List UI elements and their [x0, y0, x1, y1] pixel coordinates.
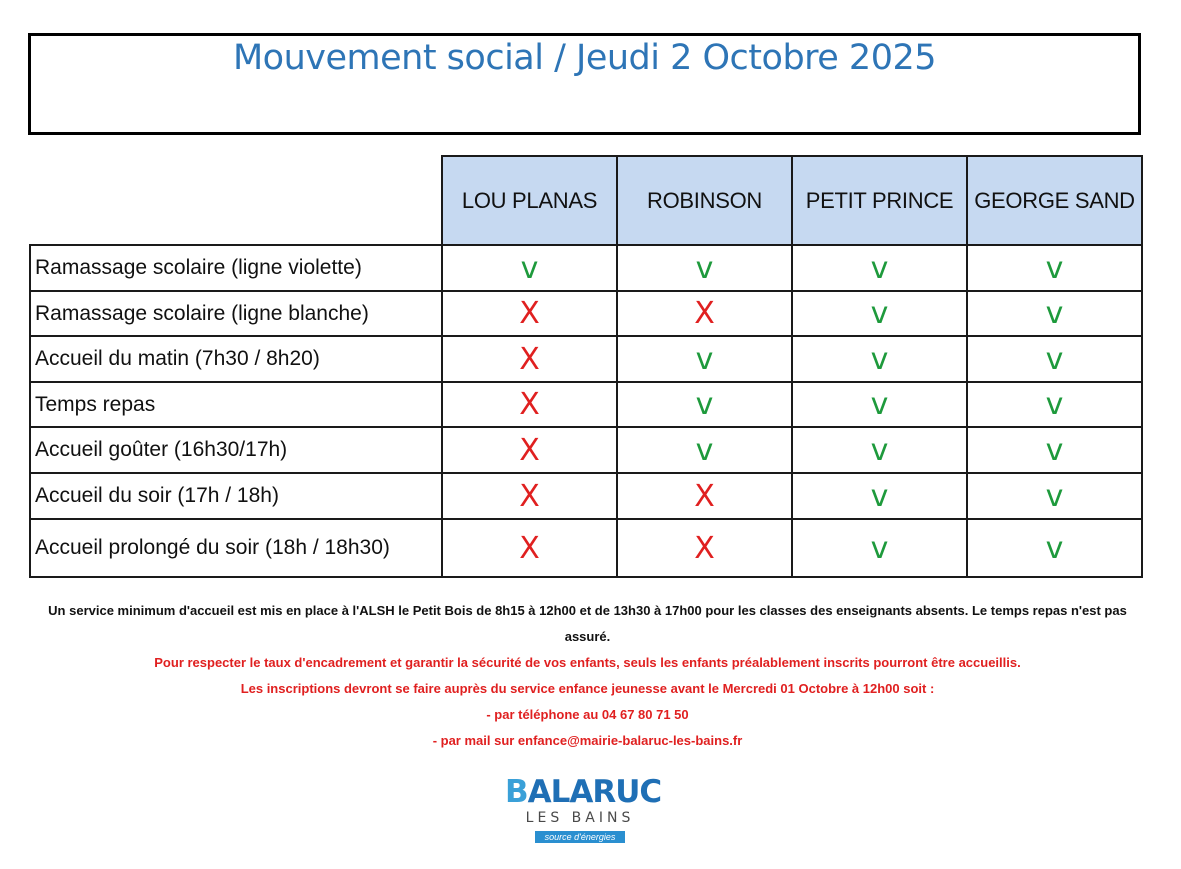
page-title: Mouvement social / Jeudi 2 Octobre 2025 — [232, 38, 937, 78]
status-mark: v — [617, 427, 792, 473]
table-row — [30, 519, 1142, 577]
table-row — [30, 336, 1142, 382]
status-mark: v — [967, 336, 1142, 382]
status-mark: v — [967, 519, 1142, 577]
row-label: Accueil prolongé du soir (18h / 18h30) — [30, 519, 442, 577]
table-row — [30, 427, 1142, 473]
phone-contact: - par téléphone au 04 67 80 71 50 — [486, 707, 689, 722]
status-mark: X — [442, 519, 617, 577]
table-row — [30, 382, 1142, 427]
table-header-row — [30, 156, 1142, 245]
status-mark: v — [967, 382, 1142, 427]
status-mark: X — [442, 473, 617, 519]
status-mark: X — [442, 336, 617, 382]
status-mark: v — [617, 382, 792, 427]
status-mark: v — [792, 427, 967, 473]
column-header: ROBINSON — [617, 156, 792, 245]
status-mark: v — [442, 245, 617, 291]
header-blank-cell — [30, 156, 442, 245]
email-contact: - par mail sur enfance@mairie-balaruc-les-bains.fr — [432, 733, 743, 748]
status-mark: v — [792, 245, 967, 291]
status-mark: v — [617, 245, 792, 291]
column-header: LOU PLANAS — [442, 156, 617, 245]
balaruc-logo — [505, 774, 662, 847]
title-box — [28, 33, 1141, 135]
row-label: Accueil du matin (7h30 / 8h20) — [30, 336, 442, 382]
status-mark: X — [617, 473, 792, 519]
status-mark: v — [617, 336, 792, 382]
logo-rest: ALARUC — [527, 774, 662, 810]
status-mark: X — [617, 291, 792, 336]
status-mark: X — [442, 382, 617, 427]
column-header: GEORGE SAND — [967, 156, 1142, 245]
table-row — [30, 291, 1142, 336]
row-label: Temps repas — [30, 382, 442, 427]
row-label: Accueil du soir (17h / 18h) — [30, 473, 442, 519]
table-row — [30, 245, 1142, 291]
table-row — [30, 473, 1142, 519]
status-mark: v — [792, 382, 967, 427]
registration-deadline: Les inscriptions devront se faire auprès du service enfance jeunesse avant le Mercredi 01 Octobre à 12h00 soit : — [240, 681, 935, 696]
registration-warning: Pour respecter le taux d'encadrement et garantir la sécurité de vos enfants, seuls les enfants préalablement inscrits pourront être accueillis. — [154, 655, 1021, 670]
column-header: PETIT PRINCE — [792, 156, 967, 245]
status-mark: X — [442, 291, 617, 336]
logo-first-letter: B — [505, 774, 528, 810]
logo-wordmark — [505, 774, 662, 810]
status-mark: X — [442, 427, 617, 473]
status-mark: v — [967, 291, 1142, 336]
service-table — [29, 155, 1143, 578]
logo-tagline: source d'énergies — [535, 831, 626, 843]
status-mark: v — [967, 245, 1142, 291]
status-mark: v — [792, 336, 967, 382]
status-mark: v — [792, 519, 967, 577]
status-mark: v — [792, 291, 967, 336]
service-minimum-note: Un service minimum d'accueil est mis en place à l'ALSH le Petit Bois de 8h15 à 12h00 et de 13h30 à 17h00 pour les classes des enseignants absents. Le temps repas n'est pas assuré. — [48, 603, 1127, 644]
logo-subtitle: LES BAINS — [525, 810, 635, 826]
status-mark: X — [617, 519, 792, 577]
row-label: Ramassage scolaire (ligne blanche) — [30, 291, 442, 336]
notes-block — [30, 598, 1145, 754]
status-mark: v — [967, 427, 1142, 473]
row-label: Accueil goûter (16h30/17h) — [30, 427, 442, 473]
status-mark: v — [967, 473, 1142, 519]
status-mark: v — [792, 473, 967, 519]
row-label: Ramassage scolaire (ligne violette) — [30, 245, 442, 291]
